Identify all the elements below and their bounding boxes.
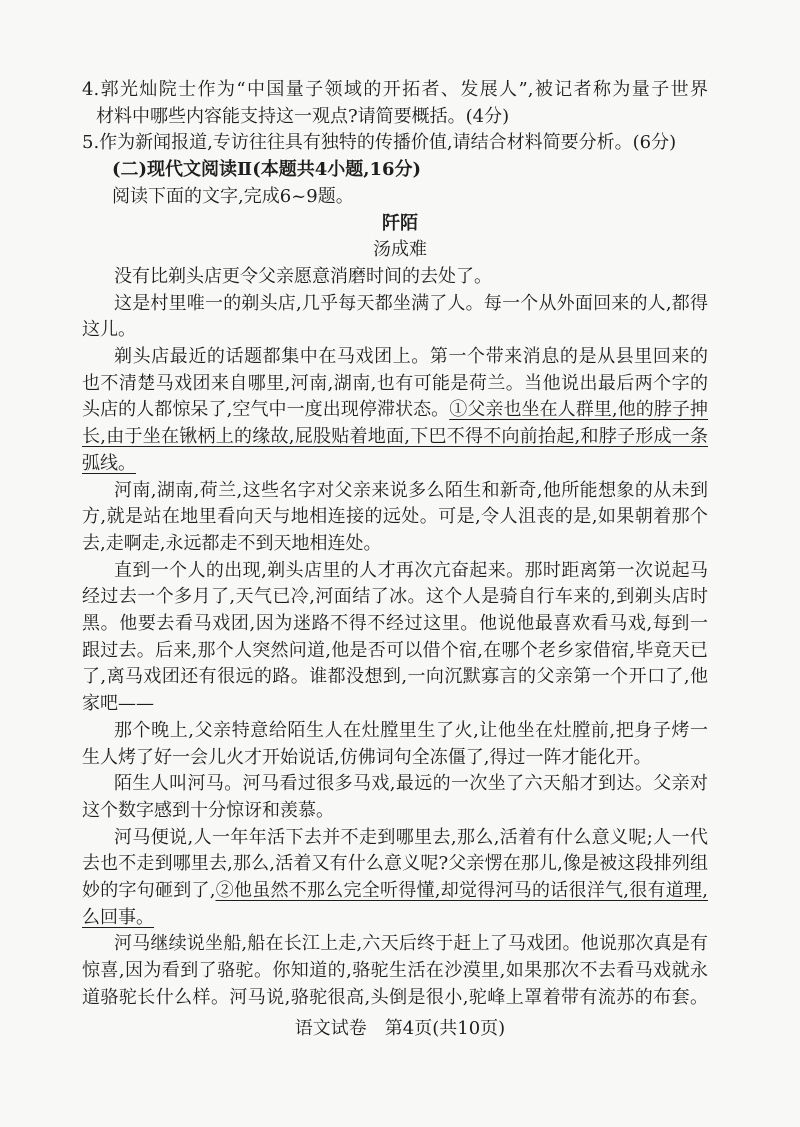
section-heading: [112, 184, 738, 210]
text-line: [82, 878, 708, 904]
text-segment: 了,离马戏团还有很远的路。谁都没想到,一向沉默寡言的父亲第一个开口了,他: [82, 666, 708, 688]
text-segment: 这儿。: [82, 319, 136, 341]
underlined-sentence: ②他虽然不那么完全听得懂,却觉得河马的话很洋气,很有道理,: [215, 880, 708, 901]
text-segment: 阅读下面的文字,完成6~9题。: [112, 185, 354, 207]
text-segment: 妙的字句砸到了,: [82, 880, 216, 901]
text-segment: 这个数字感到十分惊讶和羡慕。: [82, 799, 334, 821]
text-line: [82, 985, 708, 1011]
text-segment: 陌生人叫河马。河马看过很多马戏,最远的一次坐了六天船才到达。父亲对: [114, 773, 708, 795]
text-line: [82, 958, 708, 984]
text-line: [82, 371, 708, 397]
text-line: [114, 291, 708, 317]
underlined-sentence: ①父亲也坐在人群里,他的脖子抻: [449, 399, 708, 421]
article-title: [0, 211, 800, 237]
text-line: [114, 718, 708, 744]
text-segment: 没有比剃头店更令父亲愿意消磨时间的去处了。: [114, 265, 492, 287]
text-line: [82, 851, 708, 877]
text-line: [114, 264, 708, 290]
text-segment: 河马便说,人一年年活下去并不走到哪里去,那么,活着有什么意义呢;人一代: [114, 826, 708, 848]
page-footer: 语文试卷 第4页(共10页): [294, 1018, 506, 1039]
text-line: [82, 504, 708, 530]
text-segment: 跟过去。后来,那个人突然问道,他是否可以借个宿,在哪个老乡家借宿,毕竟天已: [82, 639, 708, 661]
section-heading: [112, 157, 738, 183]
text-segment: 去,走啊走,永远都走不到天地相连处。: [82, 532, 382, 554]
text-segment: 方,就是站在地里看向天与地相连接的远处。可是,令人沮丧的是,如果朝着那个: [82, 506, 708, 528]
text-line: [114, 478, 708, 504]
text-line: [82, 905, 708, 931]
text-segment: 河南,湖南,荷兰,这些名字对父亲来说多么陌生和新奇,他所能想象的从未到: [114, 479, 708, 501]
text-segment: 那个晚上,父亲特意给陌生人在灶膛里生了火,让他坐在灶膛前,把身子烤一: [114, 719, 708, 741]
text-line: [82, 638, 708, 664]
text-segment: 直到一个人的出现,剃头店里的人才再次亢奋起来。那时距离第一次说起马: [114, 559, 708, 581]
text-segment: 5.作为新闻报道,专访往往具有独特的传播价值,请结合材料简要分析。(6分): [82, 132, 677, 154]
text-line: [82, 424, 708, 450]
text-segment: 材料中哪些内容能支持这一观点?请简要概括。(4分): [96, 105, 510, 127]
text-segment: 经过去一个多月了,天气已冷,河面结了冰。这个人是骑自行车来的,到剃头店时: [82, 586, 708, 608]
text-line: [82, 584, 708, 610]
text-segment: 生人烤了好一会儿火才开始说话,仿佛词句全冻僵了,得过一阵才能化开。: [82, 746, 652, 768]
text-line: [82, 451, 708, 477]
text-line: [82, 397, 708, 423]
underlined-sentence: 长,由于坐在锹柄上的缘故,屁股贴着地面,下巴不得不向前抬起,和脖子形成一条: [82, 426, 708, 448]
text-segment: 头店的人都惊呆了,空气中一度出现停滞状态。: [82, 399, 450, 421]
text-segment: 家吧——: [82, 693, 154, 715]
text-segment: 阡陌: [382, 212, 418, 234]
text-line: [114, 344, 708, 370]
text-line: [82, 77, 708, 103]
text-line: [82, 611, 708, 637]
text-segment: 这是村里唯一的剃头店,几乎每天都坐满了人。每一个从外面回来的人,都得: [114, 292, 708, 314]
text-line: [114, 825, 708, 851]
text-line: [82, 691, 708, 717]
text-segment: 剃头店最近的话题都集中在马戏团上。第一个带来消息的是从县里回来的: [114, 346, 708, 367]
text-segment: (二)现代文阅读Ⅱ(本题共4小题,16分): [112, 159, 422, 181]
text-line: [82, 531, 708, 557]
text-line: [114, 771, 708, 797]
text-line: [96, 104, 708, 130]
text-segment: 惊喜,因为看到了骆驼。你知道的,骆驼生活在沙漠里,如果那次不去看马戏就永: [82, 960, 708, 982]
underlined-sentence: 弧线。: [82, 452, 136, 474]
text-segment: 4.郭光灿院士作为“中国量子领域的开拓者、发展人”,被记者称为量子世界: [82, 79, 708, 100]
text-line: [82, 130, 708, 156]
text-segment: 去也不走到哪里去,那么,活着又有什么意义呢?父亲愣在那儿,像是被这段排列组: [82, 853, 708, 875]
text-line: [114, 931, 708, 957]
text-line: [82, 317, 708, 343]
text-segment: 河马继续说坐船,船在长江上走,六天后终于赶上了马戏团。他说那次真是有: [114, 933, 708, 955]
underlined-sentence: 么回事。: [82, 906, 154, 928]
text-segment: 黑。他要去看马戏团,因为迷路不得不经过这里。他说他最喜欢看马戏,每到一: [82, 613, 708, 634]
text-segment: 也不清楚马戏团来自哪里,河南,湖南,也有可能是荷兰。当他说出最后两个字的: [82, 372, 708, 394]
text-line: [82, 664, 708, 690]
text-segment: 道骆驼长什么样。河马说,骆驼很高,头倒是很小,驼峰上罩着带有流苏的布套。: [82, 986, 708, 1008]
text-line: [82, 745, 708, 771]
text-segment: 汤成难: [373, 239, 427, 261]
text-line: [114, 558, 708, 584]
text-line: [82, 798, 708, 824]
article-author: [0, 237, 800, 263]
